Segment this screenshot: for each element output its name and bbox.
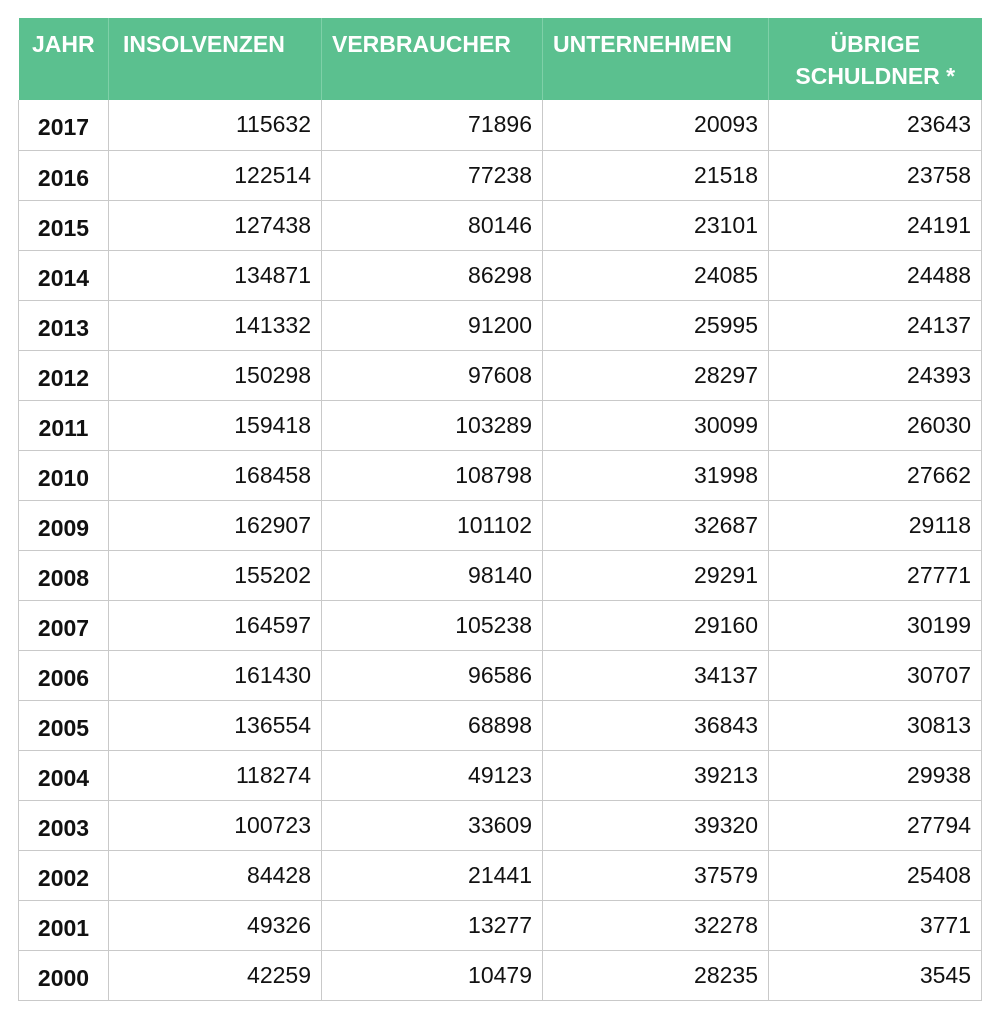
cell-insolvenzen: 162907 <box>109 500 322 550</box>
header-jahr: JAHR <box>19 18 109 100</box>
cell-uebrige-schuldner: 30813 <box>769 700 982 750</box>
cell-insolvenzen: 100723 <box>109 800 322 850</box>
cell-insolvenzen: 127438 <box>109 200 322 250</box>
table-header <box>19 18 982 100</box>
cell-year: 2012 <box>19 350 109 400</box>
cell-unternehmen: 32687 <box>543 500 769 550</box>
cell-verbraucher: 108798 <box>322 450 543 500</box>
cell-insolvenzen: 84428 <box>109 850 322 900</box>
cell-unternehmen: 37579 <box>543 850 769 900</box>
cell-year: 2007 <box>19 600 109 650</box>
cell-insolvenzen: 141332 <box>109 300 322 350</box>
cell-uebrige-schuldner: 27771 <box>769 550 982 600</box>
table-row <box>19 400 982 450</box>
table-row <box>19 750 982 800</box>
table-row <box>19 550 982 600</box>
table-body <box>19 100 982 1000</box>
table-row <box>19 250 982 300</box>
cell-verbraucher: 13277 <box>322 900 543 950</box>
cell-year: 2017 <box>19 100 109 150</box>
cell-year: 2011 <box>19 400 109 450</box>
cell-uebrige-schuldner: 27794 <box>769 800 982 850</box>
cell-verbraucher: 68898 <box>322 700 543 750</box>
cell-uebrige-schuldner: 25408 <box>769 850 982 900</box>
table-row <box>19 800 982 850</box>
cell-year: 2016 <box>19 150 109 200</box>
cell-verbraucher: 10479 <box>322 950 543 1000</box>
cell-insolvenzen: 164597 <box>109 600 322 650</box>
cell-uebrige-schuldner: 24488 <box>769 250 982 300</box>
cell-verbraucher: 91200 <box>322 300 543 350</box>
cell-year: 2013 <box>19 300 109 350</box>
cell-unternehmen: 25995 <box>543 300 769 350</box>
cell-unternehmen: 39320 <box>543 800 769 850</box>
cell-year: 2000 <box>19 950 109 1000</box>
table-container <box>18 18 982 1001</box>
cell-uebrige-schuldner: 29118 <box>769 500 982 550</box>
cell-unternehmen: 24085 <box>543 250 769 300</box>
cell-year: 2014 <box>19 250 109 300</box>
table-row <box>19 900 982 950</box>
cell-insolvenzen: 159418 <box>109 400 322 450</box>
cell-year: 2008 <box>19 550 109 600</box>
table-row <box>19 950 982 1000</box>
cell-unternehmen: 30099 <box>543 400 769 450</box>
header-row <box>19 18 982 100</box>
cell-insolvenzen: 42259 <box>109 950 322 1000</box>
cell-insolvenzen: 134871 <box>109 250 322 300</box>
table-row <box>19 350 982 400</box>
table-row <box>19 100 982 150</box>
cell-verbraucher: 97608 <box>322 350 543 400</box>
cell-verbraucher: 98140 <box>322 550 543 600</box>
cell-insolvenzen: 115632 <box>109 100 322 150</box>
cell-year: 2005 <box>19 700 109 750</box>
cell-insolvenzen: 122514 <box>109 150 322 200</box>
header-insolvenzen: INSOLVENZEN <box>109 18 322 100</box>
cell-insolvenzen: 168458 <box>109 450 322 500</box>
cell-verbraucher: 49123 <box>322 750 543 800</box>
cell-year: 2002 <box>19 850 109 900</box>
cell-uebrige-schuldner: 23758 <box>769 150 982 200</box>
table-row <box>19 300 982 350</box>
cell-uebrige-schuldner: 29938 <box>769 750 982 800</box>
cell-unternehmen: 28235 <box>543 950 769 1000</box>
cell-year: 2015 <box>19 200 109 250</box>
cell-insolvenzen: 49326 <box>109 900 322 950</box>
cell-insolvenzen: 150298 <box>109 350 322 400</box>
cell-verbraucher: 21441 <box>322 850 543 900</box>
cell-verbraucher: 96586 <box>322 650 543 700</box>
cell-year: 2010 <box>19 450 109 500</box>
cell-uebrige-schuldner: 24137 <box>769 300 982 350</box>
cell-unternehmen: 23101 <box>543 200 769 250</box>
cell-verbraucher: 103289 <box>322 400 543 450</box>
table-row <box>19 650 982 700</box>
table-row <box>19 850 982 900</box>
header-unternehmen: UNTERNEHMEN <box>543 18 769 100</box>
cell-unternehmen: 28297 <box>543 350 769 400</box>
cell-verbraucher: 77238 <box>322 150 543 200</box>
cell-year: 2006 <box>19 650 109 700</box>
cell-year: 2004 <box>19 750 109 800</box>
cell-insolvenzen: 161430 <box>109 650 322 700</box>
cell-uebrige-schuldner: 30707 <box>769 650 982 700</box>
cell-verbraucher: 33609 <box>322 800 543 850</box>
cell-verbraucher: 101102 <box>322 500 543 550</box>
cell-unternehmen: 39213 <box>543 750 769 800</box>
cell-unternehmen: 20093 <box>543 100 769 150</box>
table-row <box>19 500 982 550</box>
cell-verbraucher: 71896 <box>322 100 543 150</box>
cell-insolvenzen: 136554 <box>109 700 322 750</box>
cell-insolvenzen: 155202 <box>109 550 322 600</box>
cell-year: 2001 <box>19 900 109 950</box>
cell-unternehmen: 29291 <box>543 550 769 600</box>
cell-insolvenzen: 118274 <box>109 750 322 800</box>
cell-year: 2009 <box>19 500 109 550</box>
cell-unternehmen: 36843 <box>543 700 769 750</box>
cell-uebrige-schuldner: 24393 <box>769 350 982 400</box>
cell-uebrige-schuldner: 3771 <box>769 900 982 950</box>
cell-uebrige-schuldner: 30199 <box>769 600 982 650</box>
table-row <box>19 600 982 650</box>
cell-unternehmen: 29160 <box>543 600 769 650</box>
header-uebrige-schuldner: ÜBRIGE SCHULDNER * <box>769 18 982 100</box>
header-verbraucher: VERBRAUCHER <box>322 18 543 100</box>
cell-unternehmen: 34137 <box>543 650 769 700</box>
cell-uebrige-schuldner: 23643 <box>769 100 982 150</box>
insolvency-table <box>18 18 982 1001</box>
cell-year: 2003 <box>19 800 109 850</box>
table-row <box>19 200 982 250</box>
cell-verbraucher: 105238 <box>322 600 543 650</box>
table-row <box>19 150 982 200</box>
cell-verbraucher: 80146 <box>322 200 543 250</box>
table-row <box>19 700 982 750</box>
table-row <box>19 450 982 500</box>
cell-unternehmen: 31998 <box>543 450 769 500</box>
cell-verbraucher: 86298 <box>322 250 543 300</box>
cell-uebrige-schuldner: 27662 <box>769 450 982 500</box>
cell-unternehmen: 32278 <box>543 900 769 950</box>
cell-uebrige-schuldner: 26030 <box>769 400 982 450</box>
cell-uebrige-schuldner: 3545 <box>769 950 982 1000</box>
cell-uebrige-schuldner: 24191 <box>769 200 982 250</box>
cell-unternehmen: 21518 <box>543 150 769 200</box>
